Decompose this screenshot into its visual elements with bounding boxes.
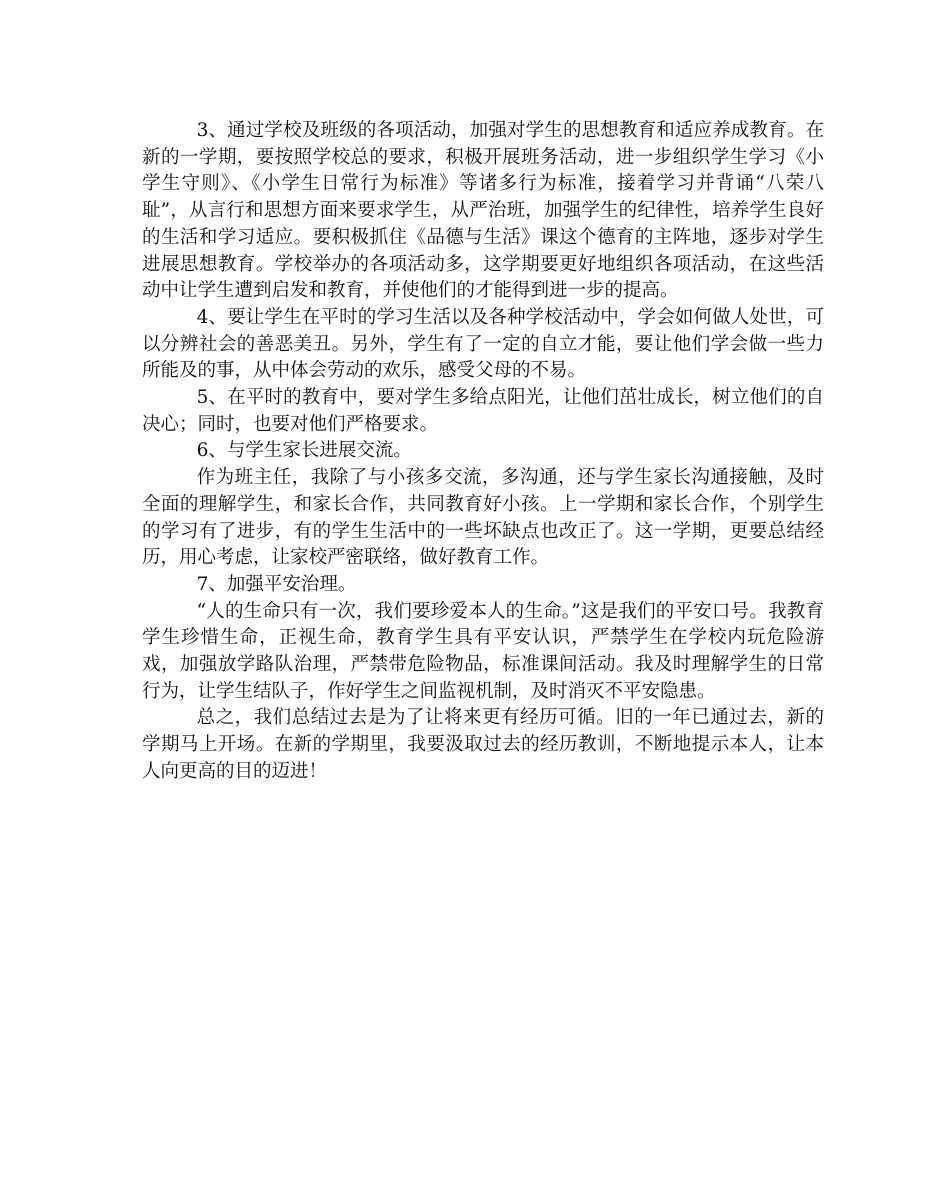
paragraph-life-skills: 4、要让学生在平时的学习生活以及各种学校活动中，学会如何做人处世，可以分辨社会的善恶美丑。另外，学生有了一定的自立才能，要让他们学会做一些力所能及的事，从中体会劳动的欢乐，感受父母的不易。 <box>142 306 824 382</box>
paragraph-activities: 3、通过学校及班级的各项活动，加强对学生的思想教育和适应养成教育。在新的一学期，要按照学校总的要求，积极开展班务活动，进一步组织学生学习《小学生守则》、《小学生日常行为标准》等诸多行为标准，接着学习并背诵“八荣八耻”，从言行和思想方面来要求学生，从严治班，加强学生的纪律性，培养学生良好的生活和学习适应。要积极抓住《品德与生活》课这个德育的主阵地，逐步对学生进展思想教育。学校举办的各项活动多，这学期要更好地组织各项活动，在这些活动中让学生遭到启发和教育，并使他们的才能得到进一步的提高。 <box>142 120 824 302</box>
paragraph-safety-management: “人的生命只有一次，我们要珍爱本人的生命。”这是我们的平安口号。我教育学生珍惜生命，正视生命，教育学生具有平安认识，严禁学生在学校内玩危险游戏，加强放学路队治理，严禁带危险物品，标准课间活动。我及时理解学生的日常行为，让学生结队子，作好学生之间监视机制，及时消灭不平安隐患。 <box>142 600 824 702</box>
heading-parent-communication: 6、与学生家长进展交流。 <box>196 440 412 462</box>
paragraph-parent-communication: 作为班主任，我除了与小孩多交流，多沟通，还与学生家长沟通接触，及时全面的理解学生，和家长合作，共同教育好小孩。上一学期和家长合作，个别学生的学习有了进步，有的学生生活中的一些坏缺点也改正了。这一学期，更要总结经历，用心考虑，让家校严密联络，做好教育工作。 <box>142 467 824 569</box>
document-body <box>142 118 824 786</box>
heading-safety-management: 7、加强平安治理。 <box>196 573 357 595</box>
paragraph-encouragement: 5、在平时的教育中，要对学生多给点阳光，让他们茁壮成长，树立他们的自决心；同时，也要对他们严格要求。 <box>142 387 824 435</box>
paragraph-conclusion: 总之，我们总结过去是为了让将来更有经历可循。旧的一年已通过去，新的学期马上开场。在新的学期里，我要汲取过去的经历教训，不断地提示本人，让本人向更高的目的迈进！ <box>142 707 824 782</box>
